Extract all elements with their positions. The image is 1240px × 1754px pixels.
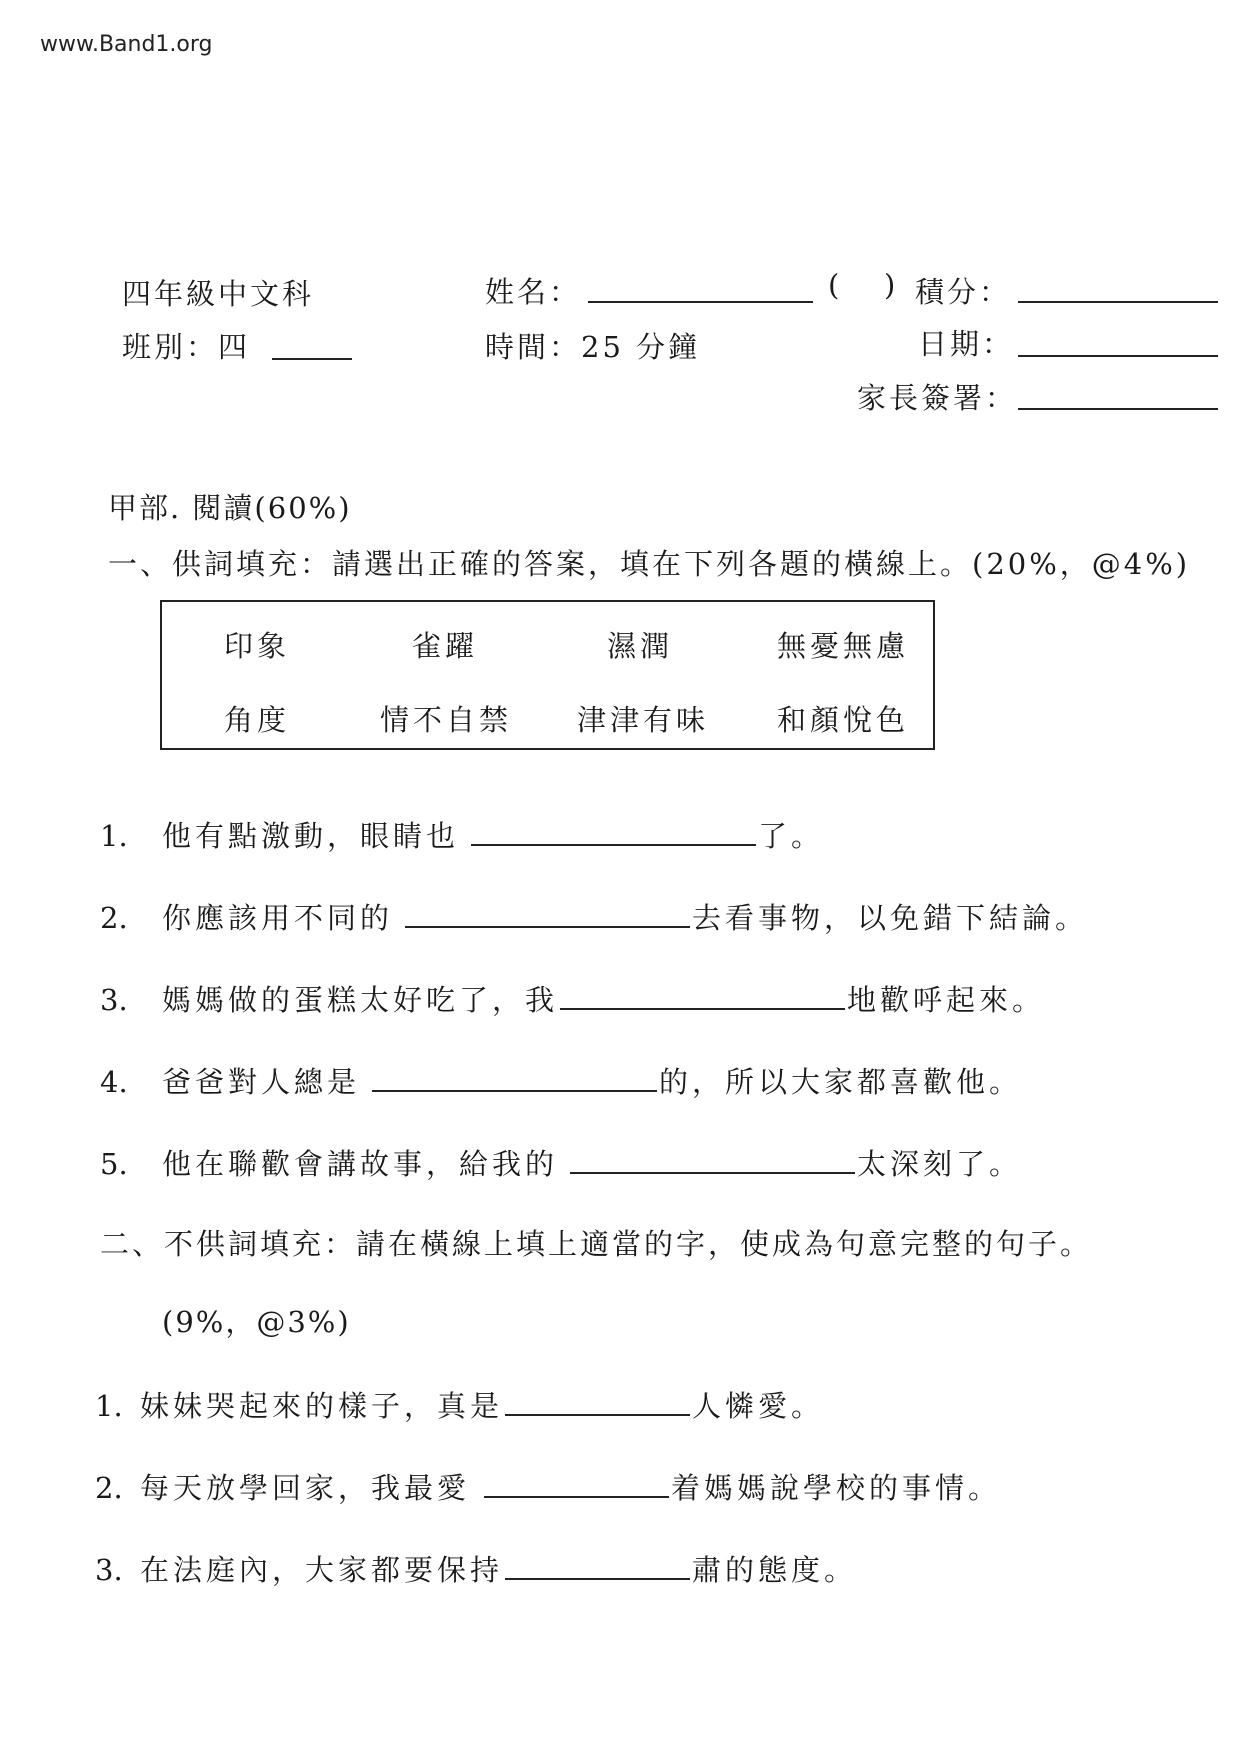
question-row — [100, 896, 1088, 937]
question-number: 1. — [100, 819, 128, 853]
word-bank — [160, 600, 935, 750]
paren-close: ) — [884, 268, 899, 302]
answer-blank[interactable] — [484, 1495, 669, 1498]
date-label: 日期： — [918, 327, 1015, 361]
section2-score: (9%，@3%) — [162, 1305, 351, 1339]
question-text-before: 在法庭內，大家都要保持 — [140, 1553, 504, 1587]
question-text-before: 每天放學回家，我最愛 — [140, 1471, 471, 1505]
paren-open: ( — [828, 268, 843, 302]
question-row — [95, 1548, 857, 1589]
question-row — [100, 814, 824, 855]
question-number: 5. — [100, 1147, 128, 1181]
question-text-before: 爸爸對人總是 — [162, 1065, 361, 1099]
subject-label: 四年級中文科 — [122, 277, 315, 311]
question-number: 3. — [95, 1553, 123, 1587]
question-number: 4. — [100, 1065, 128, 1099]
word-bank-item: 無憂無慮 — [777, 629, 910, 663]
question-text-after: 的，所以大家都喜歡他。 — [659, 1065, 1023, 1099]
question-row — [95, 1384, 824, 1425]
question-text-after: 太深刻了。 — [857, 1147, 1023, 1181]
answer-blank[interactable] — [570, 1171, 855, 1174]
question-number: 2. — [95, 1471, 123, 1505]
answer-blank[interactable] — [405, 925, 690, 928]
name-label: 姓名： — [485, 275, 582, 309]
word-bank-item: 和顏悅色 — [777, 703, 910, 737]
question-text-after: 了。 — [758, 819, 825, 853]
question-number: 3. — [100, 983, 128, 1017]
question-text-before: 妹妹哭起來的樣子，真是 — [140, 1389, 504, 1423]
section2-title: 二、不供詞填充：請在橫線上填上適當的字，使成為句意完整的句子。 — [100, 1227, 1093, 1261]
time-label: 時間：25 分鐘 — [485, 330, 701, 364]
class-field[interactable] — [272, 357, 352, 360]
name-field[interactable] — [588, 300, 813, 303]
word-bank-item: 角度 — [224, 703, 291, 737]
question-text-after: 去看事物，以免錯下結論。 — [692, 901, 1089, 935]
parent-sign-label: 家長簽署： — [857, 381, 1018, 415]
question-text-before: 他有點激動，眼睛也 — [162, 819, 460, 853]
answer-blank[interactable] — [471, 843, 756, 846]
question-number: 1. — [95, 1389, 123, 1423]
parent-sign-field[interactable] — [1018, 407, 1218, 410]
question-text-before: 你應該用不同的 — [162, 901, 394, 935]
word-bank-item: 印象 — [224, 629, 291, 663]
answer-blank[interactable] — [560, 1007, 845, 1010]
question-text-after: 人憐愛。 — [692, 1389, 825, 1423]
question-row — [100, 1142, 1022, 1183]
section1-title: 一、供詞填充：請選出正確的答案，填在下列各題的橫線上。(20%，@4%) — [108, 547, 1191, 581]
answer-blank[interactable] — [372, 1089, 657, 1092]
word-bank-item: 津津有味 — [577, 703, 710, 737]
question-text-before: 他在聯歡會講故事，給我的 — [162, 1147, 559, 1181]
score-field[interactable] — [1018, 300, 1218, 303]
question-text-after: 肅的態度。 — [692, 1553, 858, 1587]
question-row — [95, 1466, 1001, 1507]
question-text-before: 媽媽做的蛋糕太好吃了，我 — [162, 983, 559, 1017]
answer-blank[interactable] — [505, 1577, 690, 1580]
question-text-after: 地歡呼起來。 — [847, 983, 1046, 1017]
question-text-after: 着媽媽說學校的事情。 — [671, 1471, 1002, 1505]
word-bank-item: 雀躍 — [412, 629, 479, 663]
question-row — [100, 1060, 1022, 1101]
class-label: 班別：四 — [122, 330, 251, 364]
date-field[interactable] — [1018, 354, 1218, 357]
score-label: 積分： — [915, 275, 1012, 309]
watermark: www.Band1.org — [40, 32, 213, 57]
word-bank-item: 情不自禁 — [380, 703, 513, 737]
answer-blank[interactable] — [505, 1413, 690, 1416]
question-number: 2. — [100, 901, 128, 935]
question-row — [100, 978, 1045, 1019]
word-bank-item: 濕潤 — [607, 629, 674, 663]
part-a-title: 甲部. 閱讀(60%) — [108, 491, 352, 525]
